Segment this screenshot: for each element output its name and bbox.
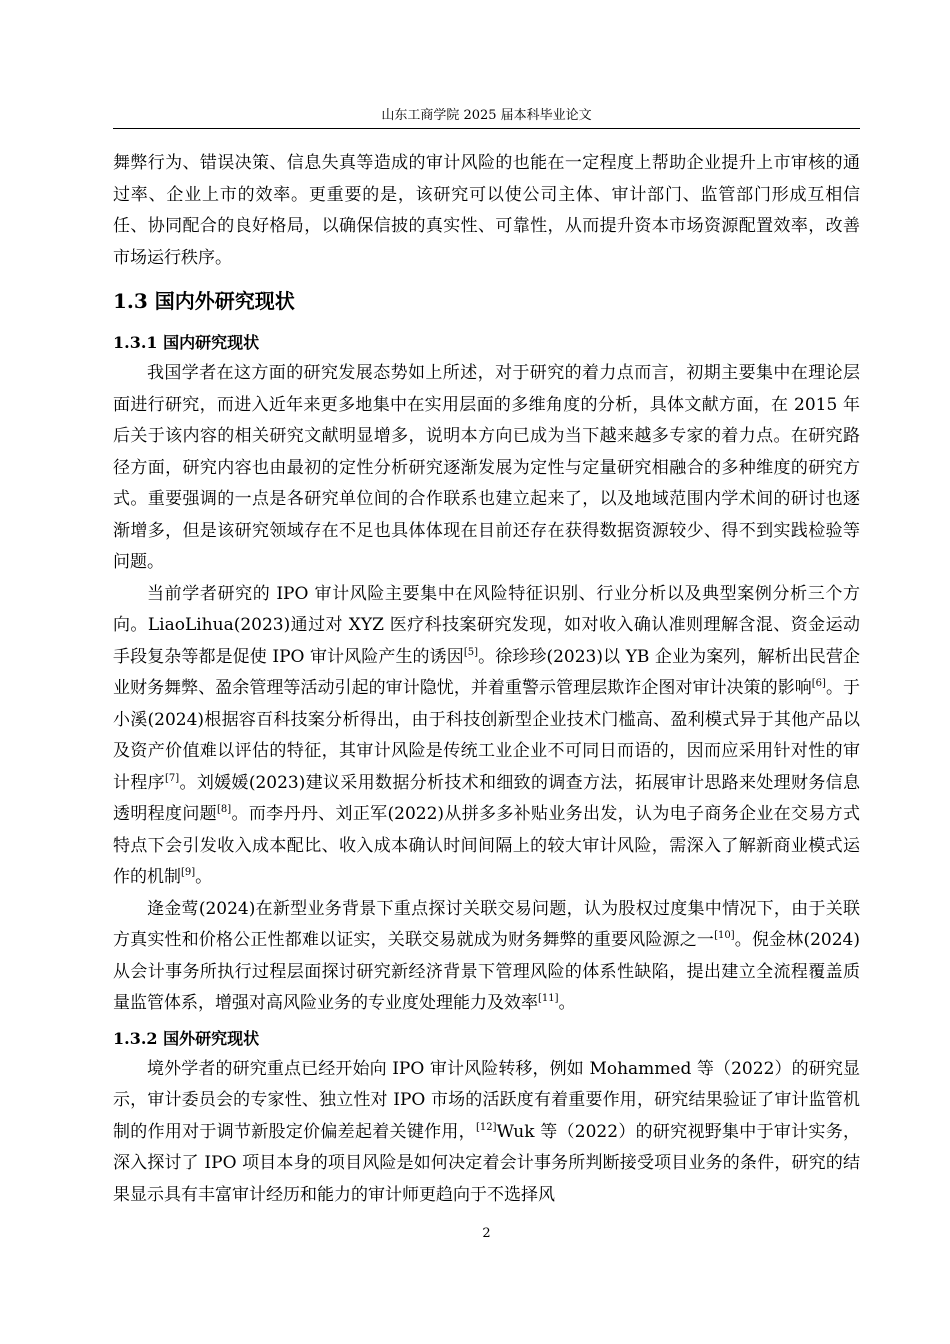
text-run: 逄金莺(2024)在新型业务背景下重点探讨关联交易问题，认为股权过度集中情况下，由于关联方真实性和价格公正性都难以证实，关联交易就成为财务舞弊的重要风险源之一	[113, 898, 860, 950]
citation-ref: [10]	[714, 930, 735, 941]
subsection-heading-domestic: 1.3.1 国内研究现状	[113, 333, 260, 352]
text-run: 。	[558, 993, 576, 1013]
paragraph-related-transactions	[113, 894, 860, 1020]
page-body	[113, 148, 860, 1211]
citation-ref: [7]	[165, 772, 180, 784]
citation-ref: [11]	[538, 993, 559, 1004]
page-number: 2	[482, 1226, 491, 1241]
text-run: 。徐珍珍(2023)以 YB 企业为案列，解析出民营企业财务舞弊、盈余管理等活动引起的审计隐忧，并着重警示管理层欺诈企图对审计决策的影响	[113, 646, 860, 698]
citation-ref: [9]	[181, 867, 196, 878]
text-run: 。	[195, 867, 213, 887]
page-header: 山东工商学院 2025 届本科毕业论文	[381, 108, 592, 123]
citation-ref: [6]	[811, 678, 826, 689]
text-run: 。而李丹丹、刘正军(2022)从拼多多补贴业务出发，认为电子商务企业在交易方式特点下会引发收入成本配比、收入成本确认时间间隔上的较大审计风险，需深入了解新商业模式运作的机制	[113, 804, 861, 887]
text-run: 。刘媛媛(2023)建议采用数据分析技术和细致的调查方法，拓展审计思路来处理财务信息透明程度问题	[113, 772, 860, 824]
paragraph-continued: 舞弊行为、错误决策、信息失真等造成的审计风险的也能在一定程度上帮助企业提升上市审核的通过率、企业上市的效率。更重要的是，该研究可以使公司主体、审计部门、监管部门形成互相信任、协同配合的良好格局，以确保信披的真实性、可靠性，从而提升资本市场资源配置效率，改善市场运行秩序。	[113, 153, 860, 268]
text-run: 。于小溪(2024)根据容百科技案分析得出，由于科技创新型企业技术门槛高、盈利模式异于其他产品以及资产价值难以评估的特征，其审计风险是传统工业企业不可同日而语的，因而应采用针对性的审计程序	[113, 678, 861, 793]
paragraph-foreign-research	[113, 1054, 860, 1212]
citation-ref: [8]	[217, 804, 232, 815]
text-run: 当前学者研究的 IPO 审计风险主要集中在风险特征识别、行业分析以及典型案例分析三个方向。LiaoLihua(2023)通过对 XYZ 医疗科技案研究发现，如对收入确认准则理解含混、资金运动手段复杂等都是促使 IPO 审计风险产生的诱因	[113, 583, 860, 667]
text-run: 。倪金林(2024)从会计事务所执行过程层面探讨研究新经济背景下管理风险的体系性缺陷，提出建立全流程覆盖质量监管体系，增强对高风险业务的专业度处理能力及效率	[113, 930, 861, 1013]
paragraph-domestic-cases	[113, 579, 860, 894]
text-run: Wuk 等（2022）的研究视野集中于审计实务，深入探讨了 IPO 项目本身的项目风险是如何决定着会计事务所判断接受项目业务的条件，研究的结果显示具有丰富审计经历和能力的审计师更趋向于不选择风	[113, 1121, 861, 1205]
paragraph-domestic-overview: 我国学者在这方面的研究发展态势如上所述，对于研究的着力点而言，初期主要集中在理论层面进行研究，而进入近年来更多地集中在实用层面的多维角度的分析，具体文献方面，在 2015 年后关于该内容的相关研究文献明显增多，说明本方向已成为当下越来越多专家的着力点。在研究路径方面，研究内容也由最初的定性分析研究逐渐发展为定性与定量研究相融合的多种维度的研究方式。重要强调的一点是各研究单位间的合作联系也建立起来了，以及地域范围内学术间的研讨也逐渐增多，但是该研究领域存在不足也具体体现在目前还存在获得数据资源较少、得不到实践检验等问题。	[113, 363, 860, 572]
section-heading: 1.3 国内外研究现状	[113, 289, 295, 313]
header-divider	[113, 128, 860, 129]
citation-ref: [12]	[475, 1121, 497, 1133]
text-run: 境外学者的研究重点已经开始向 IPO 审计风险转移，例如 Mohammed 等（2022）的研究显示，审计委员会的专家性、独立性对 IPO 市场的活跃度有着重要作用，研究结果验证了审计监管机制的作用对于调节新股定价偏差起着关键作用，	[113, 1058, 860, 1142]
citation-ref: [5]	[463, 646, 478, 658]
subsection-heading-foreign: 1.3.2 国外研究现状	[113, 1028, 260, 1048]
